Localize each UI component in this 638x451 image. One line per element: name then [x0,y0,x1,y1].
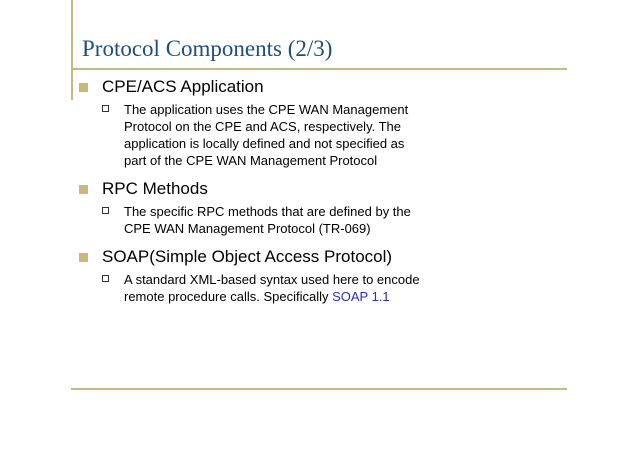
bullet-heading: SOAP(Simple Object Access Protocol) [102,247,393,266]
sub-bullet-line: application is locally defined and not specified as [124,136,405,151]
hollow-square-bullet-icon [102,105,109,112]
slide-title: Protocol Components (2/3) [82,36,333,61]
sub-bullet-item [78,101,558,169]
sub-bullet-line: part of the CPE WAN Management Protocol [124,153,378,168]
bullet-item [78,178,558,200]
sub-bullet-line: The specific RPC methods that are defined by the [124,204,411,219]
sub-bullet-text: remote procedure calls. Specifically [124,289,333,304]
title-accent-vertical-line [71,0,73,100]
sub-bullet-item [78,203,558,237]
sub-bullet-item [78,271,558,305]
sub-bullet-line: Protocol on the CPE and ACS, respectively. The [124,119,401,134]
title-underline [71,68,567,70]
footer-divider [71,388,567,390]
bullet-heading: CPE/ACS Application [102,77,264,96]
bullet-list [78,76,558,305]
sub-bullet-line: A standard XML-based syntax used here to encode [124,272,420,287]
hollow-square-bullet-icon [102,275,109,282]
sub-bullet-line [124,288,558,305]
bullet-item [78,246,558,268]
bullet-heading: RPC Methods [102,179,208,198]
sub-bullet-line: CPE WAN Management Protocol (TR-069) [124,221,371,236]
sub-bullet-line: The application uses the CPE WAN Management [124,102,409,117]
square-bullet-icon [79,253,88,262]
square-bullet-icon [79,185,88,194]
hollow-square-bullet-icon [102,207,109,214]
square-bullet-icon [79,83,88,92]
soap-version-link[interactable]: SOAP 1.1 [332,289,390,304]
bullet-item [78,76,558,98]
